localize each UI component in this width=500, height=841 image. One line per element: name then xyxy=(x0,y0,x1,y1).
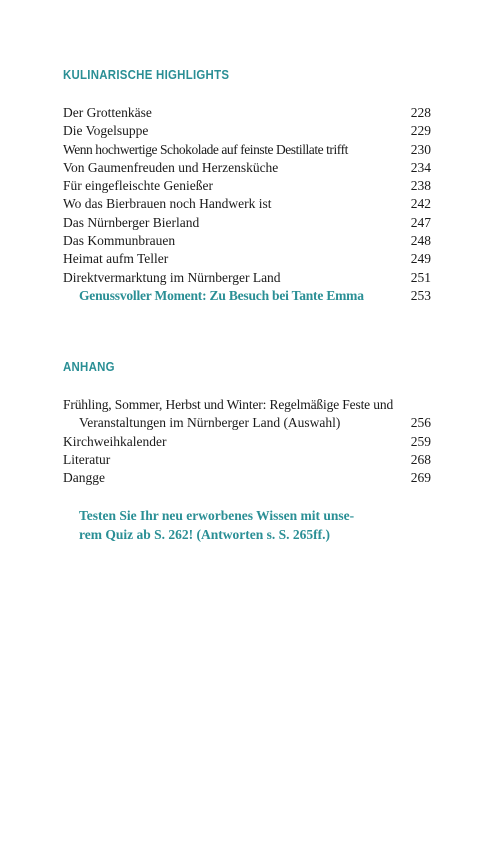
toc-entry[interactable] xyxy=(63,250,431,268)
toc-entry[interactable] xyxy=(63,195,431,213)
section-heading: ANHANG xyxy=(63,359,115,374)
toc-entry-page: 268 xyxy=(410,451,431,467)
toc-entry-title: Literatur xyxy=(63,451,111,467)
toc-entry[interactable] xyxy=(63,451,431,469)
toc-entry-page: 253 xyxy=(410,287,431,303)
section-heading: KULINARISCHE HIGHLIGHTS xyxy=(63,67,230,82)
toc-entry-title: Dangge xyxy=(63,470,105,486)
quiz-note-line: rem Quiz ab S. 262! (Antworten s. S. 265ff.) xyxy=(79,527,330,542)
toc-entry[interactable] xyxy=(63,269,431,287)
toc-entry-page: 229 xyxy=(410,123,431,139)
toc-entry-title: Wo das Bierbrauen noch Handwerk ist xyxy=(63,196,272,212)
toc-entry-title: Kirchweihkalender xyxy=(63,433,167,449)
toc-entry[interactable] xyxy=(63,122,431,140)
toc-entry-page: 230 xyxy=(410,141,431,157)
toc-entry-title: Veranstaltungen im Nürnberger Land (Auswahl) xyxy=(79,415,341,431)
toc-entry-page: 259 xyxy=(410,433,431,449)
toc-entry-highlight[interactable] xyxy=(63,287,431,305)
toc-entry[interactable] xyxy=(63,177,431,195)
toc-entry-title: Der Grottenkäse xyxy=(63,105,152,120)
quiz-note-line: Testen Sie Ihr neu erworbenes Wissen mit unse- xyxy=(79,508,355,523)
toc-entry[interactable] xyxy=(63,469,431,487)
toc-entry-continuation[interactable] xyxy=(63,414,431,432)
toc-entry-title: Direktvermarktung im Nürnberger Land xyxy=(63,269,281,285)
toc-entry[interactable] xyxy=(63,396,431,414)
toc-entry[interactable] xyxy=(63,214,431,232)
quiz-note xyxy=(79,506,399,544)
toc-entry[interactable] xyxy=(63,433,431,451)
toc-entry-page: 228 xyxy=(410,105,431,120)
toc-entry-page: 249 xyxy=(410,251,431,267)
toc-entry[interactable] xyxy=(63,141,431,159)
toc-entry-title: Wenn hochwertige Schokolade auf feinste Destillate trifft xyxy=(63,141,348,157)
toc-entry-title: Genussvoller Moment: Zu Besuch bei Tante Emma xyxy=(79,287,364,303)
toc-entry-page: 242 xyxy=(410,196,431,212)
toc-entry-page: 248 xyxy=(410,233,431,249)
toc-entry-page: 238 xyxy=(410,178,431,194)
toc-entry-title: Für eingefleischte Genießer xyxy=(63,178,213,194)
toc-entry-title: Heimat aufm Teller xyxy=(63,251,169,267)
toc-entry-page: 234 xyxy=(410,159,431,175)
toc-entry-title: Von Gaumenfreuden und Herzensküche xyxy=(63,159,279,175)
toc-entry[interactable] xyxy=(63,232,431,250)
toc-entry-page: 256 xyxy=(410,415,431,431)
toc-entry[interactable] xyxy=(63,159,431,177)
section-anhang xyxy=(63,358,431,487)
toc-entry-title: Frühling, Sommer, Herbst und Winter: Regelmäßige Feste und xyxy=(63,397,394,412)
section-kulinarische-highlights xyxy=(63,66,431,305)
toc-entry[interactable] xyxy=(63,104,431,122)
toc-entry-page: 251 xyxy=(410,269,431,285)
toc-list xyxy=(63,396,431,487)
toc-list xyxy=(63,104,431,305)
toc-entry-title: Das Kommunbrauen xyxy=(63,233,176,249)
toc-entry-title: Das Nürnberger Bierland xyxy=(63,214,200,230)
toc-entry-page: 269 xyxy=(410,470,431,486)
toc-entry-title: Die Vogelsuppe xyxy=(63,123,149,139)
toc-entry-page: 247 xyxy=(410,214,431,230)
